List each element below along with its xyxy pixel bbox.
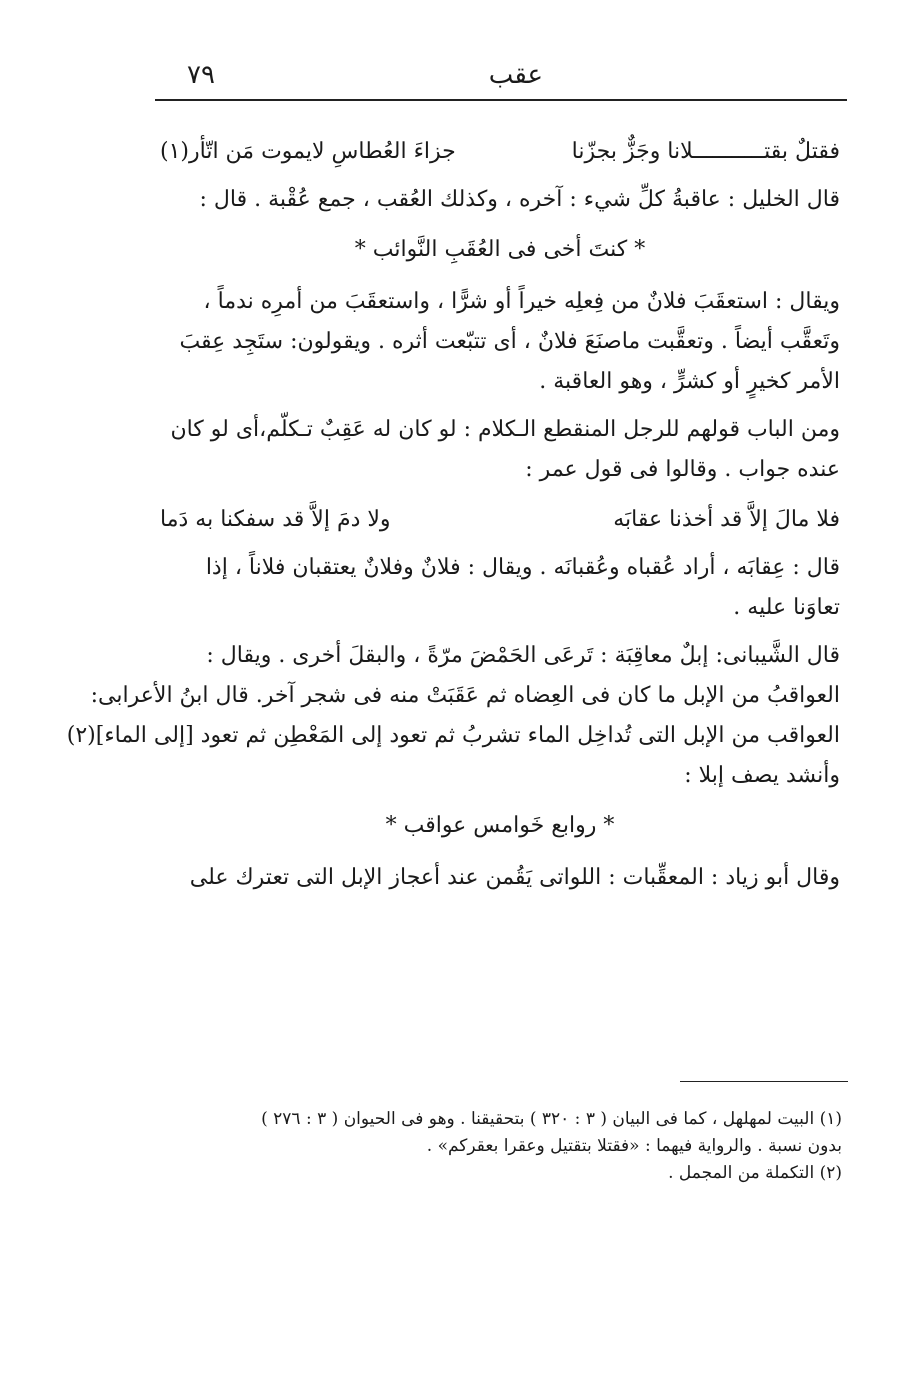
running-header: [155, 58, 847, 96]
footnotes: [160, 1106, 842, 1187]
header-title: عقب: [488, 60, 543, 90]
footnote-1-line-1: (١) البيت لمهلهل ، كما فى البيان ( ٣ : ٣٢٠ ) بتحقيقنا . وهو فى الحيوان ( ٣ : ٢٧٦ ): [261, 1109, 842, 1129]
text-line: قال الشَّيبانى: إبلٌ معاقِبَة : تَرعَى الحَمْضَ مرّةً ، والبقلَ أخرى . ويقال :: [206, 643, 840, 668]
verse-1: [160, 130, 840, 174]
verse-1-hemistich-1: فقتلٌ بقتـــــــــــلانا وجَزٌّ بجزّنا: [571, 139, 840, 164]
page-number: ٧٩: [187, 60, 215, 90]
footnote-1-line-2: بدون نسبة . والرواية فيهما : «فقتلا بتقتيل وعقرا بعقركم» .: [426, 1136, 842, 1156]
verse-2-hemistich-1: فلا مالَ إلاَّ قد أخذنا عقابَه: [613, 507, 840, 532]
text-line: وتَعقَّب أيضاً . وتعقَّبت ماصنَعَ فلانٌ ، أى تتبّعت أثره . ويقولون: ستَجِد عِقبَ: [179, 329, 840, 354]
text-line: ويقال : استعقَبَ فلانٌ من فِعلِه خيراً أو شرًّا ، واستعقَبَ من أمرِه ندماً ،: [203, 289, 840, 314]
text-line: تعاوَنا عليه .: [733, 595, 840, 620]
footnote-rule: [680, 1081, 848, 1082]
paragraph-abu-ziyad: [160, 858, 840, 898]
verse-fragment-1: * كنتَ أخى فى العُقَبِ النَّوائب *: [354, 237, 646, 262]
paragraph-bab: [160, 410, 840, 490]
text-line: وقال أبو زياد : المعقِّبات : اللواتى يَقُمن عند أعجاز الإبل التى تعترك على: [189, 865, 840, 890]
paragraph-iqab: [160, 548, 840, 628]
text-line: قال : عِقابَه ، أراد عُقباه وعُقبانَه . ويقال : فلانٌ وفلانٌ يعتقبان فلاناً ، إذا: [205, 555, 840, 580]
verse-2: [160, 498, 840, 542]
paragraph-istaqab: [160, 282, 840, 402]
text-line: العواقبُ من الإبل ما كان فى العِضاه ثم عَقَبَتْ منه فى شجر آخر. قال ابنُ الأعرابى:: [90, 683, 840, 708]
header-rule: [155, 99, 847, 101]
text-line: قال الخليل : عاقبةُ كلِّ شيء : آخره ، وكذلك العُقب ، جمع عُقْبة . قال :: [199, 187, 840, 212]
text-line: العواقب من الإبل التى تُداخِل الماء تشربُ ثم تعود إلى المَعْطِن ثم تعود [إلى الماء](٢): [66, 723, 840, 748]
text-line: وأنشد يصف إبلا :: [684, 763, 840, 788]
verse-1-hemistich-2: جزاءَ العُطاسِ لايموت مَن اتّأر(١): [160, 139, 456, 164]
text-line: عنده جواب . وقالوا فى قول عمر :: [525, 457, 840, 482]
paragraph-khalil: [160, 180, 840, 220]
page-body: [66, 130, 840, 906]
text-line: الأمر كخيرٍ أو كشرٍّ ، وهو العاقبة .: [539, 369, 840, 394]
footnote-2: (٢) التكملة من المجمل .: [668, 1163, 842, 1183]
verse-2-hemistich-2: ولا دمَ إلاَّ قد سفكنا به دَما: [160, 507, 391, 532]
text-line: ومن الباب قولهم للرجل المنقطع الـكلام : لو كان له عَقِبٌ تـكلّم،أى لو كان: [170, 417, 840, 442]
verse-fragment-2: * روابع خَوامس عواقب *: [385, 813, 615, 838]
paragraph-shaybani: [66, 636, 840, 796]
